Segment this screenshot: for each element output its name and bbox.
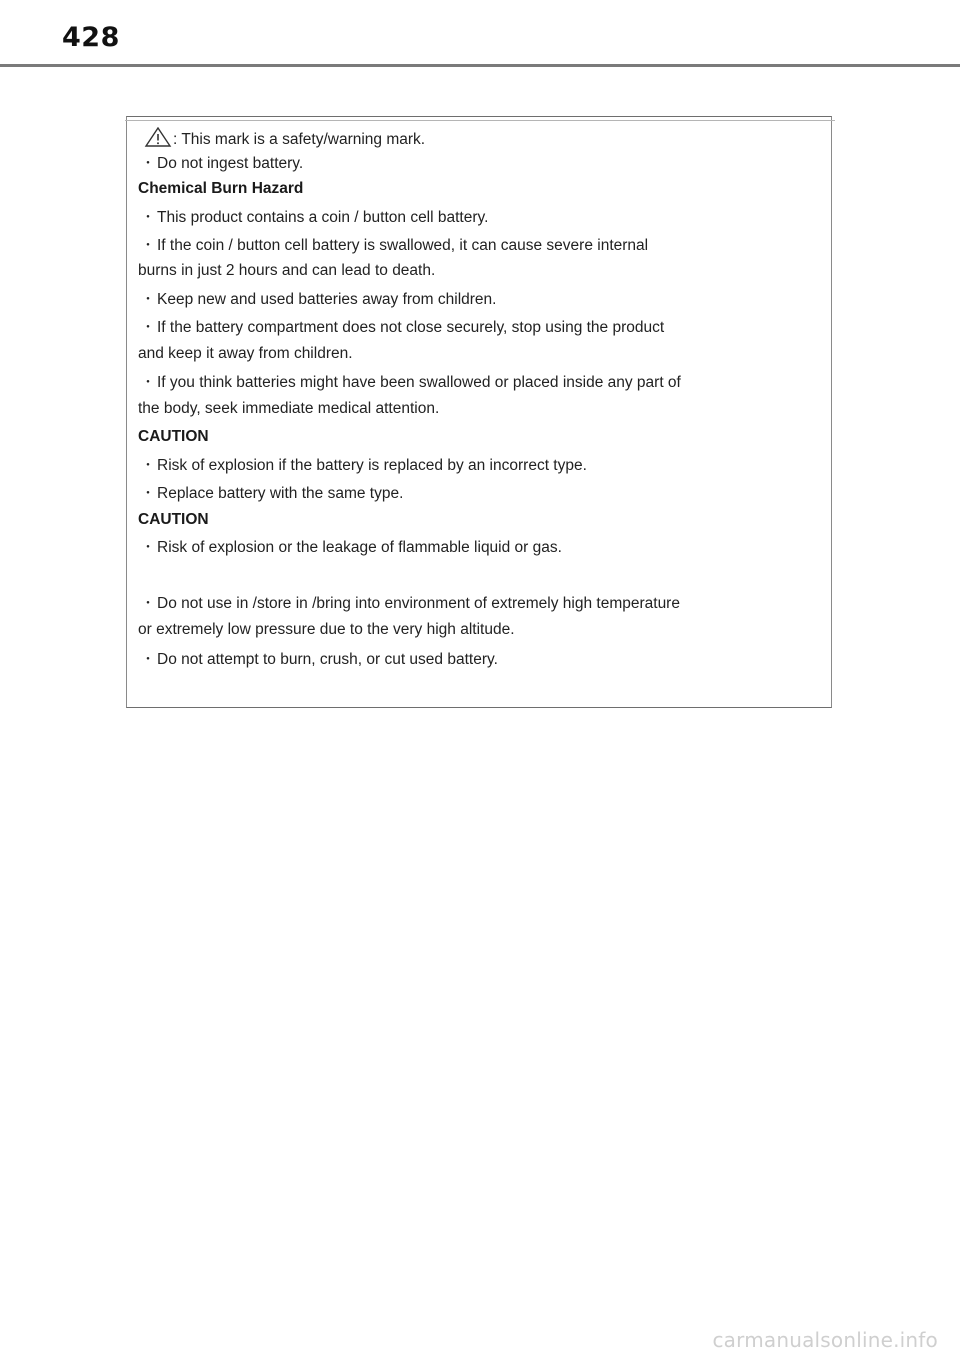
notice-line-continuation: or extremely low pressure due to the very high altitude. — [138, 621, 515, 638]
notice-line: ・ Replace battery with the same type. — [141, 485, 404, 502]
header-divider — [0, 64, 960, 67]
notice-line: ・ This product contains a coin / button cell battery. — [141, 209, 489, 226]
safety-mark-text: : This mark is a safety/warning mark. — [173, 131, 426, 148]
section-heading-caution: CAUTION — [138, 428, 209, 445]
notice-line-continuation: the body, seek immediate medical attention. — [138, 400, 440, 417]
notice-line: ・ Risk of explosion if the battery is replaced by an incorrect type. — [141, 457, 587, 474]
notice-line: ・ If the coin / button cell battery is swallowed, it can cause severe internal — [141, 237, 649, 254]
notice-line: ・ If the battery compartment does not close securely, stop using the product — [141, 319, 665, 336]
notice-line: ・ If you think batteries might have been swallowed or placed inside any part of — [141, 374, 681, 391]
bullet-mark: ・ — [141, 651, 155, 667]
site-watermark: carmanualsonline.info — [712, 1328, 938, 1352]
notice-line: ・ Do not ingest battery. — [141, 155, 304, 172]
notice-line: ・ Do not use in /store in /bring into environment of extremely high temperature — [141, 595, 680, 612]
page-number: 428 — [62, 22, 120, 53]
bullet-mark: ・ — [141, 291, 155, 307]
battery-warning-notice — [126, 116, 832, 708]
bullet-mark: ・ — [141, 539, 155, 555]
notice-line: ・ Risk of explosion or the leakage of flammable liquid or gas. — [141, 539, 562, 556]
bullet-mark: ・ — [141, 209, 155, 225]
bullet-mark: ・ — [141, 374, 155, 390]
bullet-mark: ・ — [141, 485, 155, 501]
warning-triangle-icon — [143, 127, 173, 147]
bullet-mark: ・ — [141, 595, 155, 611]
notice-line-continuation: burns in just 2 hours and can lead to death. — [138, 262, 436, 279]
notice-line: ・ Do not attempt to burn, crush, or cut used battery. — [141, 651, 498, 668]
notice-line-continuation: and keep it away from children. — [138, 345, 353, 362]
section-heading-chemical-burn: Chemical Burn Hazard — [138, 180, 304, 197]
bullet-mark: ・ — [141, 155, 155, 171]
safety-mark-line — [143, 127, 425, 150]
bullet-mark: ・ — [141, 319, 155, 335]
section-heading-caution: CAUTION — [138, 511, 209, 528]
bullet-mark: ・ — [141, 237, 155, 253]
notice-line: ・ Keep new and used batteries away from children. — [141, 291, 497, 308]
bullet-mark: ・ — [141, 457, 155, 473]
